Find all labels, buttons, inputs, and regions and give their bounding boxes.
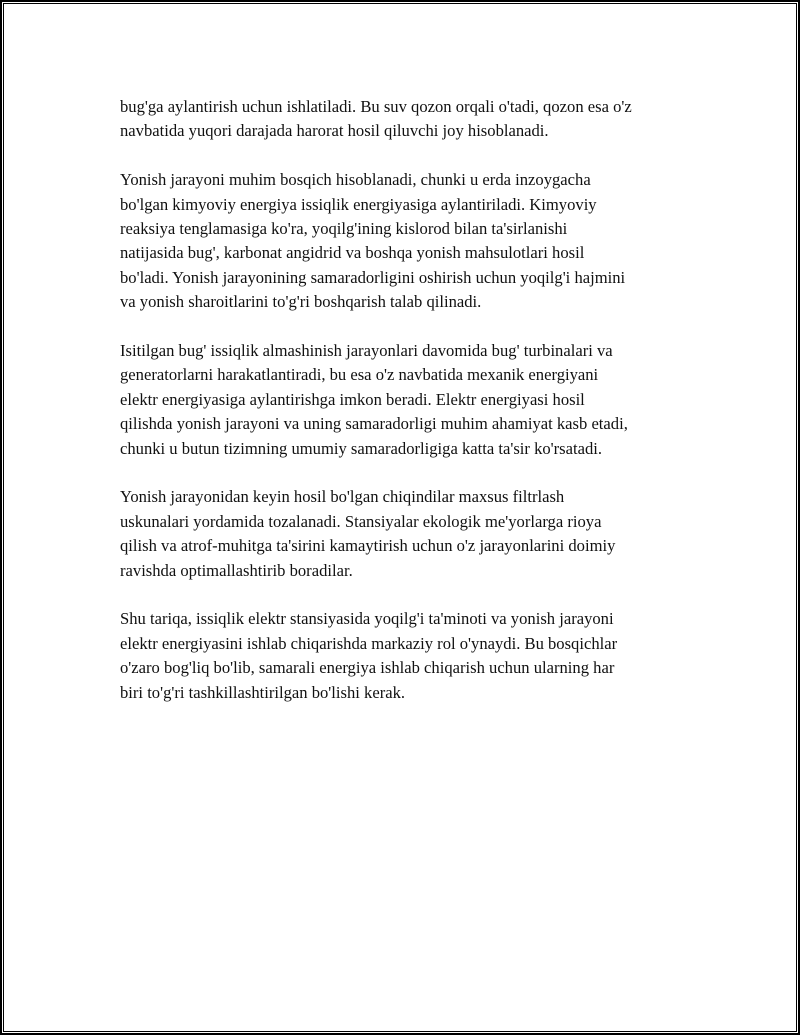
paragraph-line: qilish va atrof-muhitga ta'sirini kamaytirish uchun o'z jarayonlarini doimiy	[120, 536, 616, 556]
paragraph-line: qilishda yonish jarayoni va uning samaradorligi muhim ahamiyat kasb etadi,	[120, 414, 628, 434]
paragraph-line: navbatida yuqori darajada harorat hosil qiluvchi joy hisoblanadi.	[120, 121, 549, 141]
paragraph-2	[120, 168, 690, 314]
paragraph-5	[120, 607, 690, 705]
paragraph-line: elektr energiyasini ishlab chiqarishda markaziy rol o'ynaydi. Bu bosqichlar	[120, 633, 618, 653]
paragraph-line: reaksiya tenglamasiga ko'ra, yoqilg'ining kislorod bilan ta'sirlanishi	[120, 219, 568, 239]
paragraph-3	[120, 339, 690, 461]
paragraph-line: bo'ladi. Yonish jarayonining samaradorligini oshirish uchun yoqilg'i hajmini	[120, 267, 626, 287]
paragraph-line: chunki u butun tizimning umumiy samaradorligiga katta ta'sir ko'rsatadi.	[120, 438, 603, 458]
paragraph-line: Yonish jarayonidan keyin hosil bo'lgan chiqindilar maxsus filtrlash	[120, 487, 565, 507]
paragraph-line: va yonish sharoitlarini to'g'ri boshqarish talab qilinadi.	[120, 292, 482, 312]
paragraph-line: o'zaro bog'liq bo'lib, samarali energiya ishlab chiqarish uchun ularning har	[120, 658, 615, 678]
paragraph-line: Shu tariqa, issiqlik elektr stansiyasida yoqilg'i ta'minoti va yonish jarayoni	[120, 609, 614, 629]
paragraph-line: uskunalari yordamida tozalanadi. Stansiyalar ekologik me'yorlarga rioya	[120, 511, 602, 531]
paragraph-line: biri to'g'ri tashkillashtirilgan bo'lishi kerak.	[120, 682, 406, 702]
paragraph-1	[120, 95, 690, 144]
document-body	[120, 95, 690, 729]
paragraph-line: bug'ga aylantirish uchun ishlatiladi. Bu suv qozon orqali o'tadi, qozon esa o'z	[120, 97, 632, 116]
paragraph-4	[120, 485, 690, 583]
paragraph-line: Yonish jarayoni muhim bosqich hisoblanadi, chunki u erda inzoygacha	[120, 170, 591, 190]
paragraph-line: elektr energiyasiga aylantirishga imkon beradi. Elektr energiyasi hosil	[120, 389, 585, 409]
paragraph-line: bo'lgan kimyoviy energiya issiqlik energiyasiga aylantiriladi. Kimyoviy	[120, 194, 597, 214]
paragraph-line: natijasida bug', karbonat angidrid va boshqa yonish mahsulotlari hosil	[120, 243, 585, 263]
paragraph-line: ravishda optimallashtirib boradilar.	[120, 560, 353, 580]
paragraph-line: generatorlarni harakatlantiradi, bu esa o'z navbatida mexanik energiyani	[120, 365, 599, 385]
paragraph-line: Isitilgan bug' issiqlik almashinish jarayonlari davomida bug' turbinalari va	[120, 341, 613, 361]
